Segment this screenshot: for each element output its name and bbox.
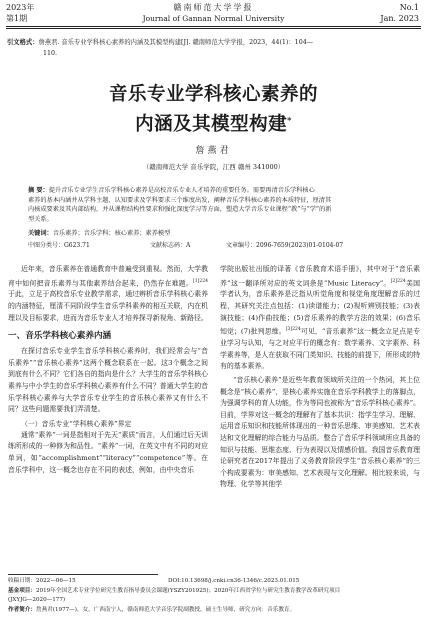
received-date: 收稿日期：2022—06—15 <box>8 578 76 584</box>
left-para-1-text: 近年来，音乐素养在普通教育中普遍受到重视。然而，大学教育中如何把音乐素养与其他素养结合起来，仍然存在难题。 <box>8 265 208 287</box>
author-affiliation: （赣南师范大学 音乐学院，江西 赣州 341000） <box>142 163 285 171</box>
abstract-label: 摘 要： <box>28 187 49 194</box>
right-para-1-end: 可见，“音乐素养”这一概念立足点是专业学习与认知，与之对应平行的概念有：数学素养、文字素养、科学素养等，是人在获取不同门类知识、技能的前提下，所形成的特有的基本素养。 <box>220 327 420 371</box>
article-number: 文章编号：2096-7659(2023)01-0104-07 <box>226 242 344 249</box>
journal-title-cn: 赣南师范大学学报 <box>173 3 254 12</box>
right-column <box>220 264 420 491</box>
left-para-1-cont: 于此，立足于高校音乐专业教学需求，通过辨析音乐学科核心素养的内涵特征，厘清不同阶段学生音乐学科素养的相互关联，内在机理以及目标要求，进而为音乐专业人才培养探寻新视角、新路径。 <box>8 290 208 322</box>
ref-2: [2]224 <box>390 278 406 284</box>
fund-label: 基金项目： <box>8 588 36 594</box>
title-line1: 音乐专业学科核心素养的 <box>108 84 318 105</box>
header-rule-double <box>6 28 421 29</box>
right-para-1-cont: 美国学者认为，音乐素养是泛指从听觉角度和视觉角度理解音乐的过程，其研究关注点包括：(1)读谱能力；(2)视听辨别技能；(3)表演技能；(4)作曲技能；(5)音乐素养的教学方法的效果；(6)音乐知觉；(7)批判思维。 <box>220 278 420 336</box>
keywords <box>28 229 170 239</box>
citation-line2: 110. <box>43 50 58 57</box>
section-heading-1: 一、音乐学科核心素养内涵 <box>8 331 112 342</box>
fund-line1: 2019年全国艺术专业学位研究生教育指导委员会课题(YSZY201925)；2020年江西省学位与研究生教育教学改革研究项目 <box>35 588 341 594</box>
abstract <box>28 186 402 224</box>
fund-line2: (JXYJG—2020—177) <box>8 597 66 603</box>
title-line2-wrap <box>0 108 427 137</box>
citation-label: 引文格式： <box>7 39 39 46</box>
title-line2: 内涵及其模型构建 <box>135 114 288 136</box>
keywords-text: 音乐素养；音乐学科；核心素养；素养模型 <box>52 230 171 237</box>
left-para-1 <box>8 264 208 324</box>
abstract-line4: 型关系。 <box>28 215 53 223</box>
header-date-en: Jan. 2023 <box>380 14 419 23</box>
right-para-1-text: 学院出版社出版的译著《音乐教育术语手册》，其中对于“音乐素养”这一翻译所对应的英文词条是“Music Literacy”。 <box>220 265 420 287</box>
right-para-1 <box>220 264 420 373</box>
keywords-label: 关键词： <box>28 230 53 237</box>
clc-number: 中图分类号：G623.71 <box>28 242 90 249</box>
doi: DOI:10.13698/j.cnki.cn36-1346/c.2023.01.015 <box>168 578 300 584</box>
author-bio-label: 作者简介： <box>8 607 36 613</box>
left-para-2: 在探讨音乐专业学生音乐学科核心素养时，我们经常会与“音乐素养”“音乐核心素养”这两个概念联系在一起。这3个概念之间到底有什么不同？它们各自的指向是什么？大学生的音乐学科核心素养与中小学生的音乐学科核心素养有什么不同？普通大学生的音乐学科核心素养与大学音乐专业学生的音乐核心素养又有什么不同？这些问题需要我们弄清楚。 <box>8 347 208 414</box>
abstract-line1: 提升音乐专业学生音乐学科核心素养是高校音乐专业人才培养的重要任务。需要再清音乐学科核心 <box>48 187 315 194</box>
left-column <box>8 264 208 476</box>
journal-title-en: Journal of Gannan Normal University <box>142 14 285 23</box>
ref-3: [3]224 <box>285 327 301 333</box>
author-bio-text: 詹燕君(1977—)，女，广西南宁人，赣南师范大学音乐学院副教授，硕士生导师，研究方向：音乐教育。 <box>35 607 296 613</box>
citation-line1: 詹燕君. 音乐专业学科核心素养的内涵及其模型构建[J]. 赣南师范大学学报，2023，44(1)：104— <box>38 39 313 46</box>
header-rule <box>6 26 421 27</box>
left-para-3: 通常“素养”一词是指相对于先天“素质”而言，人们通过后天训练所形成的一种修为和品性。“素养”一词，在英文中有不同的对应单词，如“accomplishment”“literacy”“competence”等。在音乐学科中，这一概念也存在不同的表述，例如，由中央音乐 <box>8 430 208 474</box>
subsection-heading-1: （一）音乐专业“学科核心素养”界定 <box>21 419 132 428</box>
footnote-rule <box>8 574 158 575</box>
abstract-line3: 内核成要素及其内部结构，并从课程结构性要求和强化深度学习等方面，塑造大学音乐专业课程“教”与“学”的新 <box>28 206 332 213</box>
title-footnote-mark: * <box>287 115 292 125</box>
document-code: 文献标志码：A <box>150 242 191 249</box>
header-year: 2023年 <box>6 3 35 12</box>
header-issue-en: No.1 <box>399 3 419 12</box>
abstract-line2: 素养的基本内涵并从学科主题、认知要求及学科要求三个维度出发，阐释音乐学科核心素养的本质特征，厘清其 <box>28 196 332 204</box>
right-para-2: “音乐核心素养”是近些年教育领域所关注的一个热词，其上位概念是“核心素养”，是核心素养实施在音乐学科教学上的落脚点，为强调学科的育人功能，作为等同也被称为“音乐学科核心素养”。目前，学界对这一概念的理解有了基本共识：指学生学习、理解、运用音乐知识和技能所体现出的一种音乐思维、审美感知、艺术表达和文化理解的综合能力与品质。整合了音乐学科领域所应具备的知识与技能、思维态度、行为表现以及情感价值。我国音乐教育理论研究者在2017年提出了义务教育阶段学生“音乐核心素养”的三个构成要素为：审美感知、艺术表现与文化理解。相比较来说，与物理、化学等其他学 <box>220 375 420 489</box>
author-name: 詹燕君 <box>195 146 232 156</box>
ref-1: [1]224 <box>193 278 208 284</box>
fund-info <box>8 587 420 596</box>
author-bio <box>8 606 420 615</box>
header-issue: 第1期 <box>6 14 28 23</box>
citation <box>7 38 421 48</box>
